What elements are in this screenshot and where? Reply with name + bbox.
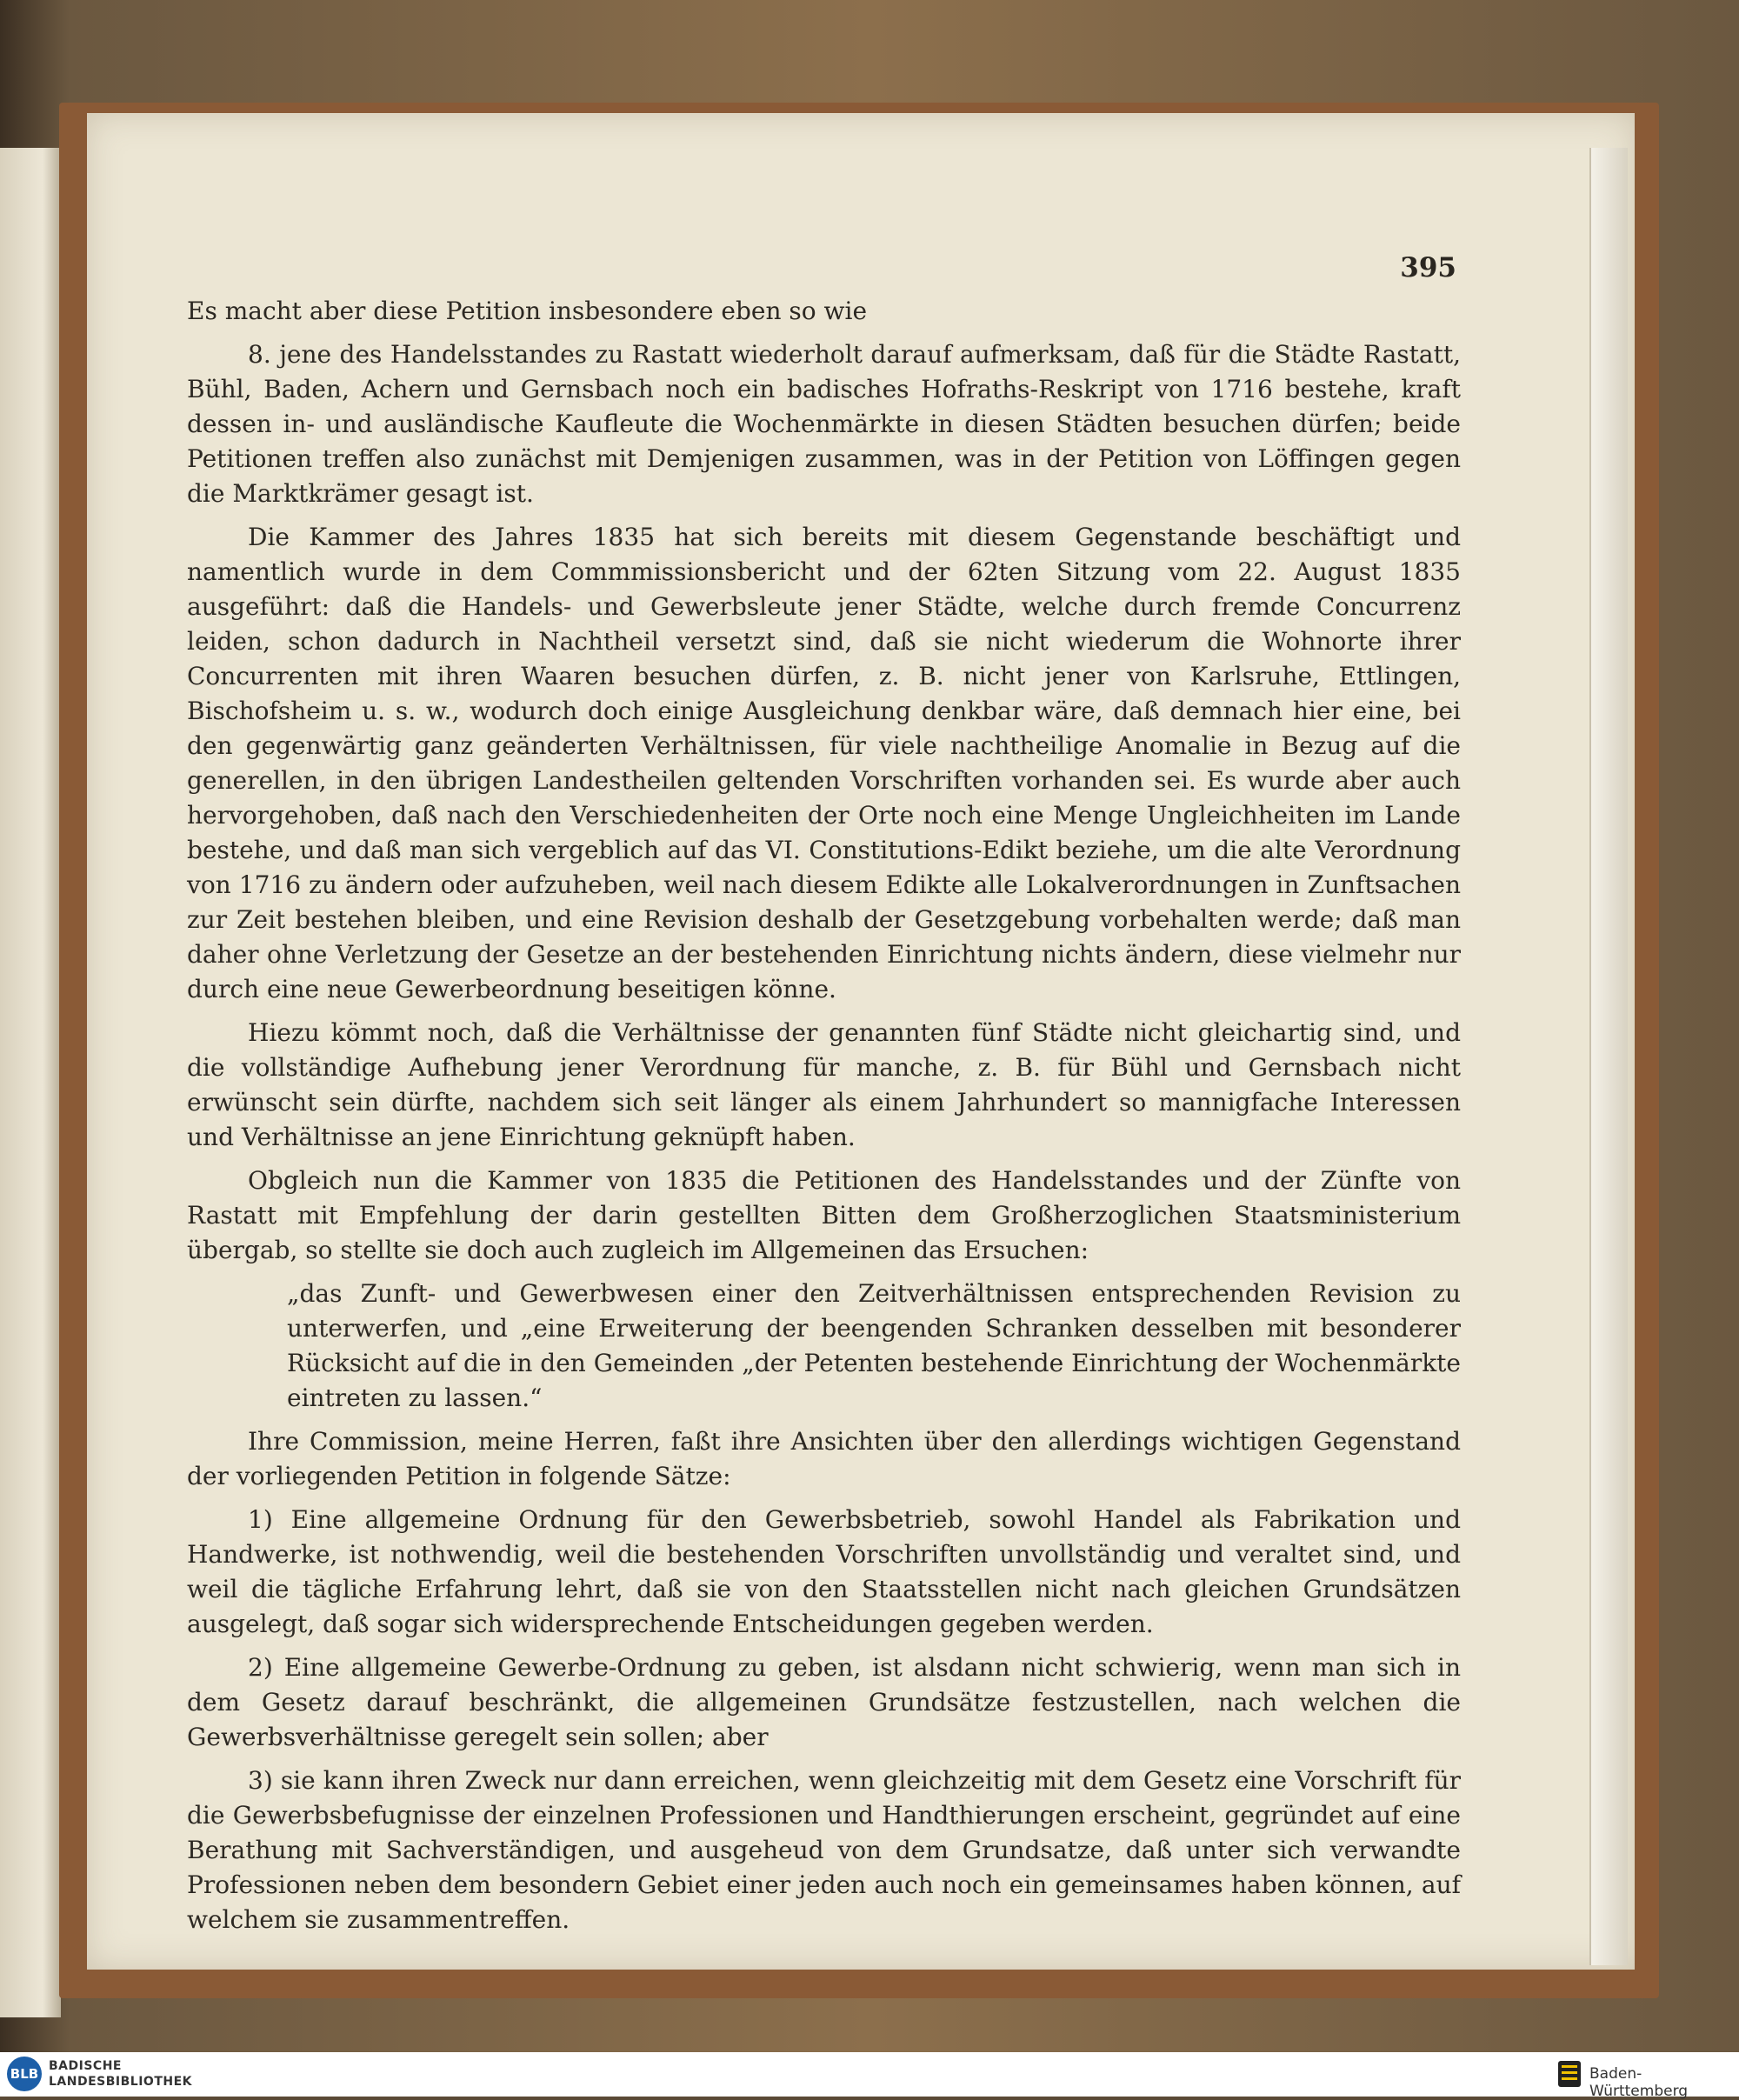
library-name-line2: LANDESBIBLIOTHEK (49, 2075, 193, 2089)
library-name-line1: BADISCHE (49, 2059, 122, 2073)
paragraph-intro: Es macht aber diese Petition insbesondere eben so wie (187, 297, 868, 325)
paragraph-hiezu: Hiezu kömmt noch, daß die Verhältnisse der genannten fünf Städte nicht gleichartig sind, und die vollständige Aufhebung jener Verordnung für manche, z. B. für Bühl und Gernsbach nicht erwünscht sein dürfte, nachdem sich seit länger als einem Jahrhundert so mannigfache Interessen und Verhältnisse an jene Einrichtung geknüpft haben. (187, 1018, 1461, 1151)
page-fore-edge (1589, 148, 1628, 1965)
footer-bar (0, 2052, 1739, 2097)
paragraph-point-2: 2) Eine allgemeine Gewerbe-Ordnung zu geben, ist alsdann nicht schwierig, wenn man sich in dem Gesetz darauf beschränkt, die allgemeinen Grundsätze festzustellen, nach welchen die Gewerbsverhältnisse geregelt sein sollen; aber (187, 1653, 1461, 1751)
lion-crest-icon[interactable] (1556, 2059, 1582, 2089)
paragraph-commission: Ihre Commission, meine Herren, faßt ihre Ansichten über den allerdings wichtigen Gegenstand der vorliegenden Petition in folgende Sätze: (187, 1427, 1461, 1490)
quoted-request: „das Zunft- und Gewerbwesen einer den Zeitverhältnissen entsprechenden Revision zu unterwerfen, und „eine Erweiterung der beengenden Schranken desselben mit besonderer Rücksicht auf die in den Gemeinden „der Petenten bestehende Einrichtung der Wochenmärkte eintreten zu lassen.“ (287, 1279, 1461, 1412)
library-name (49, 2058, 223, 2090)
paragraph-kammer-1835: Die Kammer des Jahres 1835 hat sich bereits mit diesem Gegenstande beschäftigt und namentlich wurde in dem Commmissionsbericht und der 62ten Sitzung vom 22. August 1835 ausgeführt: daß die Handels- und Gewerbsleute jener Städte, welche durch fremde Concurrenz leiden, schon dadurch in Nachtheil versetzt sind, daß sie nicht wiederum die Wohnorte ihrer Concurrenten mit ihren Waaren besuchen dürfen, z. B. nicht jener von Karlsruhe, Ettlingen, Bischofsheim u. s. w., wodurch doch einige Ausgleichung denkbar wäre, daß demnach hier eine, bei den gegenwärtig ganz geänderten Verhältnissen, für viele nachtheilige Anomalie in Bezug auf die generellen, in den übrigen Landestheilen geltenden Vorschriften vorhanden sei. Es wurde aber auch hervorgehoben, daß nach den Verschiedenheiten der Orte noch eine Menge Ungleichheiten im Lande bestehe, und daß man sich vergeblich auf das VI. Constitutions-Edikt beziehe, um die alte Verordnung von 1716 zu ändern oder aufzuheben, weil nach diesem Edikte alle Lokalverordnungen in Zunftsachen zur Zeit bestehen bleiben, und eine Revision deshalb der Gesetzgebung vorbehalten werde; daß man daher ohne Verletzung der Gesetze an der bestehenden Einrichtung nichts ändern, diese vielmehr nur durch eine neue Gewerbeordnung beseitigen könne. (187, 523, 1461, 1003)
paragraph-obgleich: Obgleich nun die Kammer von 1835 die Petitionen des Handelsstandes und der Zünfte von Rastatt mit Empfehlung der darin gestellten Bitten dem Großherzoglichen Staatsministerium übergab, so stellte sie doch auch zugleich im Allgemeinen das Ersuchen: (187, 1166, 1461, 1264)
state-name[interactable]: Baden-Württemberg (1589, 2065, 1689, 2100)
paragraph-8: 8. jene des Handelsstandes zu Rastatt wiederholt darauf aufmerksam, daß für die Städte Rastatt, Bühl, Baden, Achern und Gernsbach noch ein badisches Hofraths-Reskript von 1716 bestehe, kraft dessen in- und ausländische Kaufleute die Wochenmärkte in diesen Städten besuchen dürfen; beide Petitionen treffen also zunächst mit Demjenigen zusammen, was in der Petition von Löffingen gegen die Marktkrämer gesagt ist. (187, 340, 1461, 508)
paragraph-point-1: 1) Eine allgemeine Ordnung für den Gewerbsbetrieb, sowohl Handel als Fabrikation und Handwerke, ist nothwendig, weil die bestehenden Vorschriften unvollständig und veraltet sind, und weil die tägliche Erfahrung lehrt, daß sie von den Staatsstellen nicht nach gleichen Grundsätzen ausgelegt, daß sogar sich widersprechende Entscheidungen gegeben werden. (187, 1505, 1461, 1638)
paragraph-point-3: 3) sie kann ihren Zweck nur dann erreichen, wenn gleichzeitig mit dem Gesetz eine Vorschrift für die Gewerbsbefugnisse der einzelnen Professionen und Handthierungen erscheint, gegründet auf eine Berathung mit Sachverständigen, und ausgeheud von dem Grundsatze, daß unter sich verwandte Professionen neben dem besondern Gebiet einer jeden auch noch ein gemeinsames haben können, auf welchem sie zusammentreffen. (187, 1766, 1461, 1934)
page-text (187, 294, 1461, 1946)
blb-logo[interactable]: BLB (7, 2057, 42, 2091)
left-page-edge (0, 148, 61, 2017)
page-number: 395 (1400, 252, 1456, 283)
